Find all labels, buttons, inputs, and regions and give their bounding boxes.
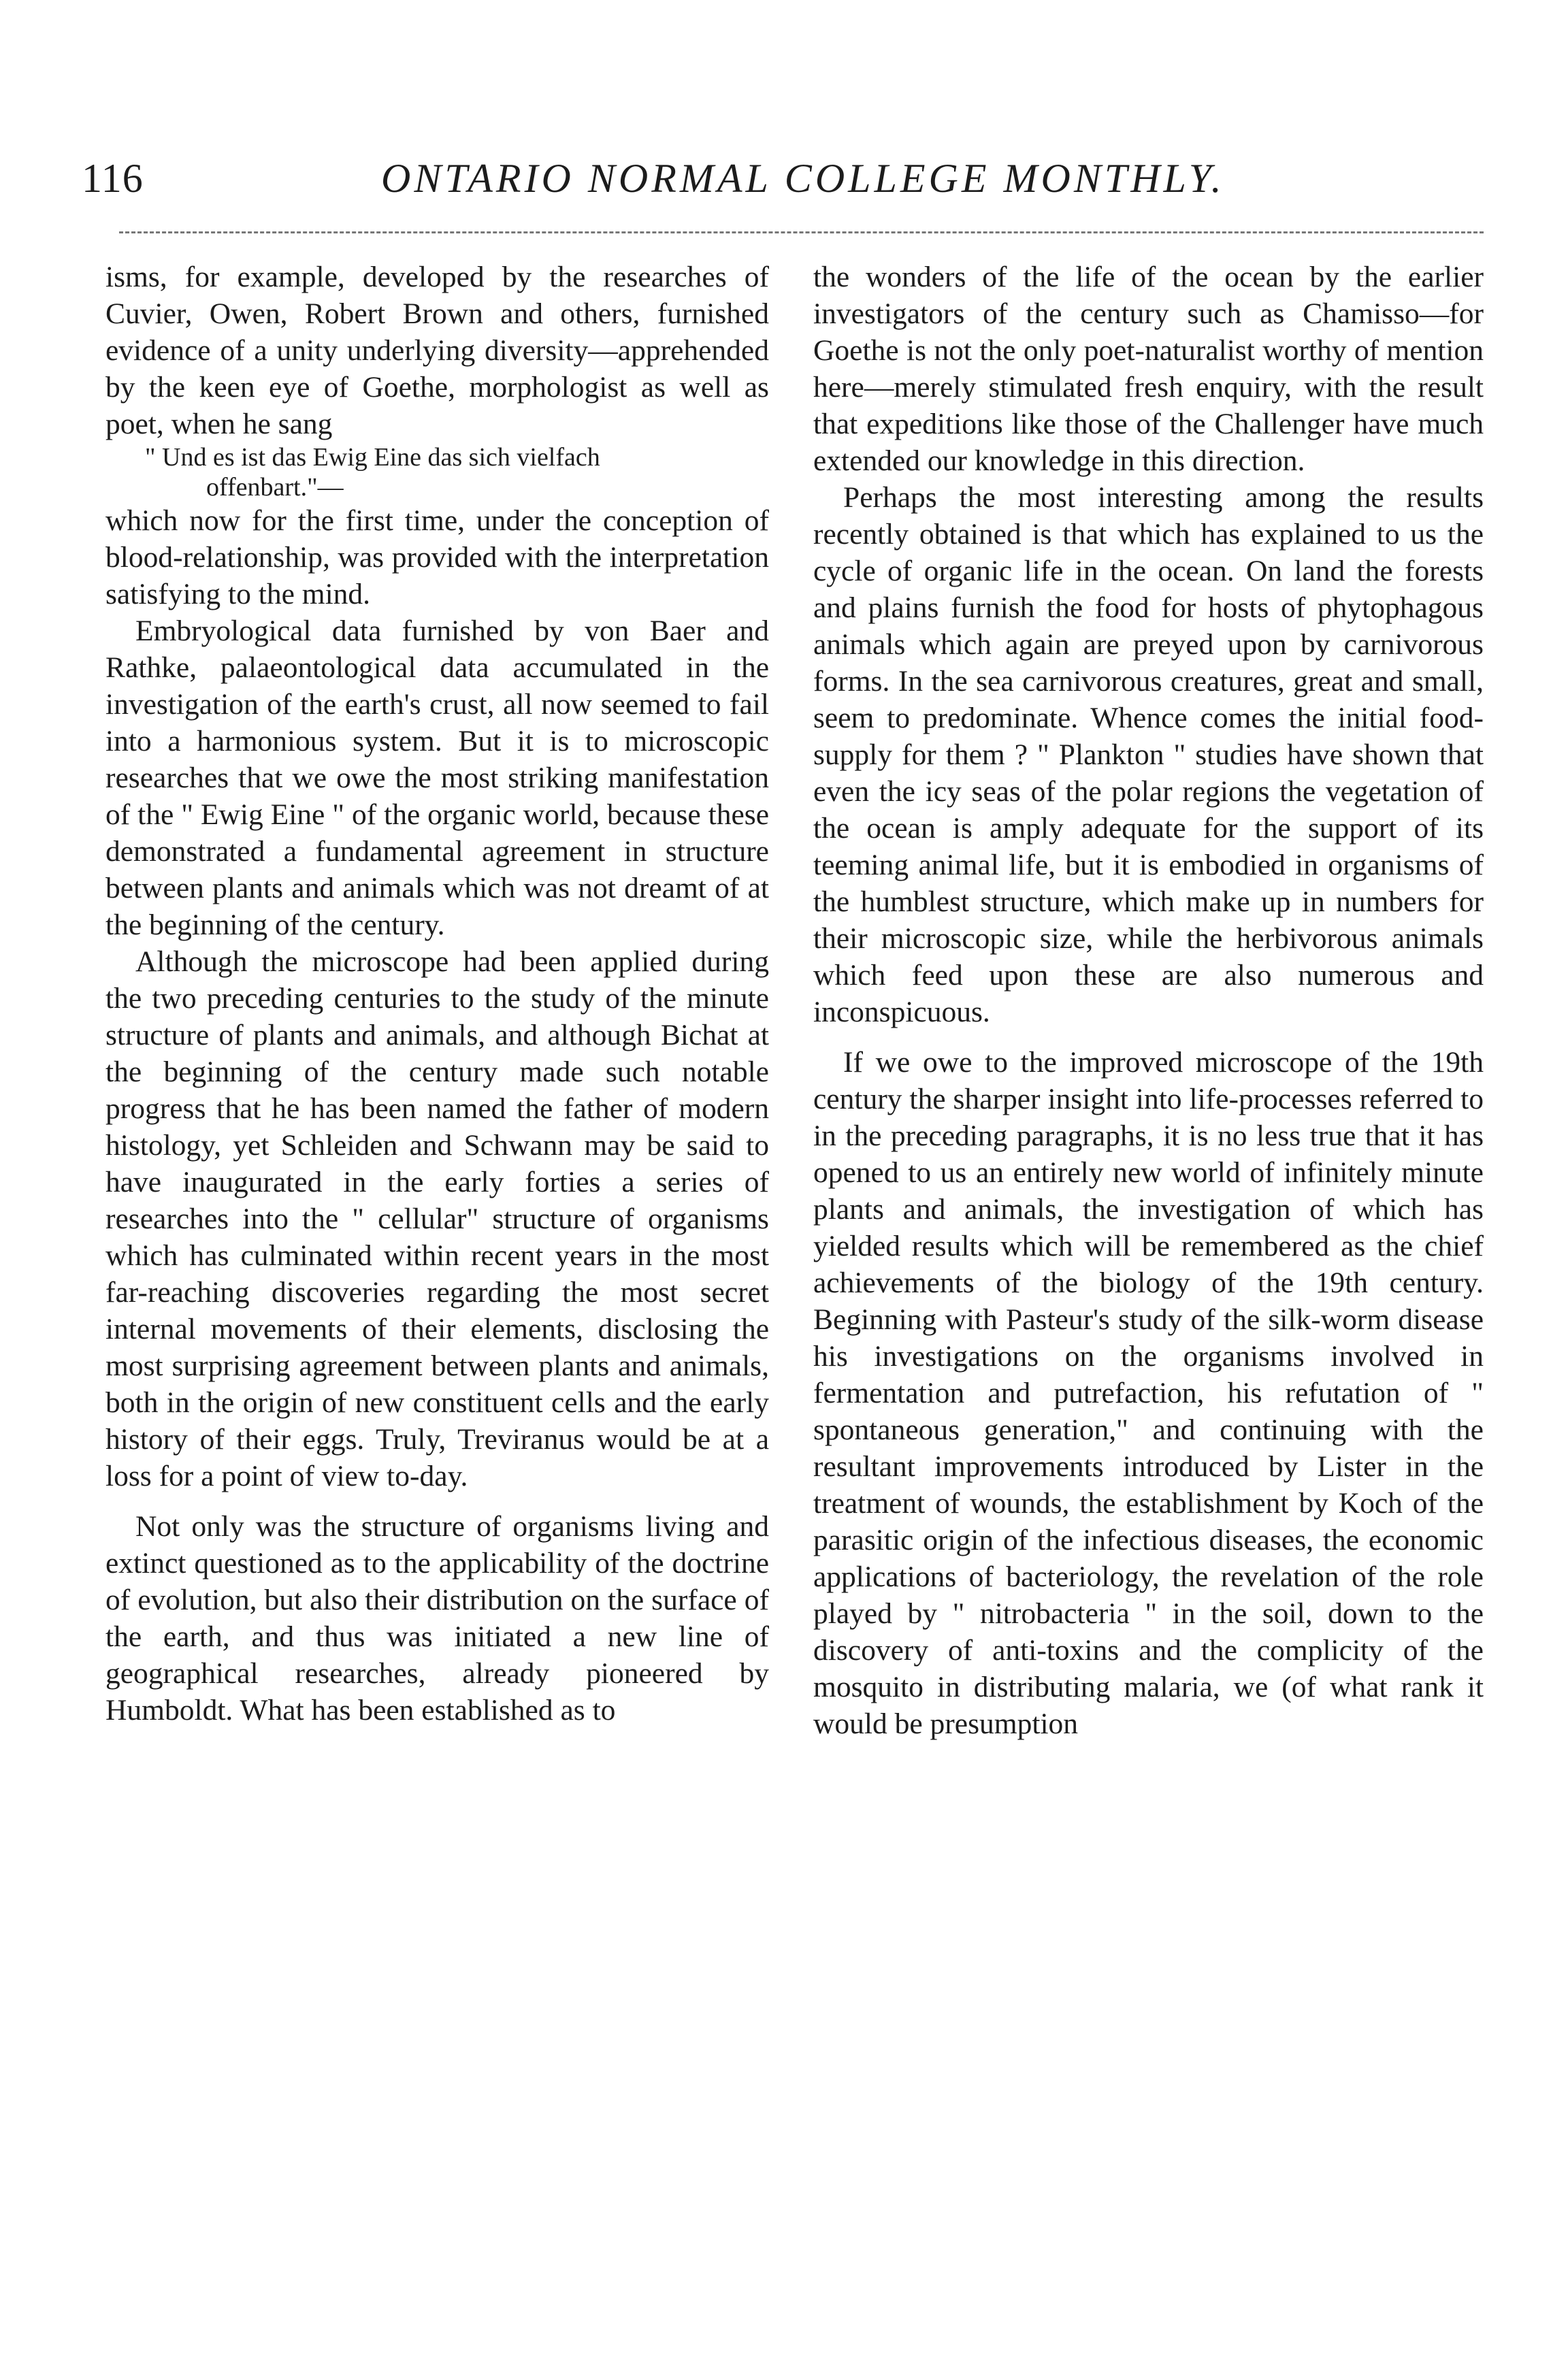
running-header [82,155,1484,210]
right-paragraph-1: the wonders of the life of the ocean by the earlier investigators of the century such as Chamisso—for Goethe is not the only poet-naturalist worthy of mention here—merely stimulated fresh enquiry, with the result that expeditions like those of the Challenger have much extended our knowledge in this direction. [813,261,1484,477]
right-column [813,259,1484,1742]
left-column [105,259,769,1729]
left-paragraph-1: isms, for example, developed by the researches of Cuvier, Owen, Robert Brown and others, furnished evidence of a unity underlying diversity—apprehended by the keen eye of Goethe, morphologist as well as poet, when he sang [105,261,769,440]
header-rule [119,231,1484,233]
quote-line-1: " Und es ist das Ewig Eine das sich vielfach [145,443,600,472]
right-paragraph-3: If we owe to the improved microscope of the 19th century the sharper insight into life-processes referred to in the preceding paragraphs, it is no less true that it has opened to us an entirely new world of infinitely minute plants and animals, the investigation of which has yielded results which will be remembered as the chief achievements of the biology of the 19th century. Beginning with Pasteur's study of the silk-worm disease his investigations on the organisms involved in fermentation and putrefaction, his refutation of " spontaneous generation," and continuing with the resultant improvements introduced by Lister in the treatment of wounds, the establishment by Koch of the parasitic origin of the infectious diseases, the economic applications of bacteriology, the revelation of the role played by " nitrobacteria " in the soil, down to the discovery of anti-toxins and the complicity of the mosquito in distributing malaria, we (of what rank it would be presumption [813,1046,1484,1740]
goethe-quote [145,442,769,502]
left-paragraph-2: which now for the first time, under the conception of blood-relationship, was provided with the interpretation satisfying to the mind. [105,504,769,610]
quote-line-2: offenbart."— [206,473,344,502]
running-title: ONTARIO NORMAL COLLEGE MONTHLY. [381,156,1225,201]
left-paragraph-3: Embryological data furnished by von Baer and Rathke, palaeontological data accumulated in the investigation of the earth's crust, all now seemed to fail into a harmonious system. But it is to microscopic researches that we owe the most striking manifestation of the " Ewig Eine " of the organic world, because these demonstrated a fundamental agreement in structure between plants and animals which was not dreamt of at the beginning of the century. [105,615,769,941]
left-paragraph-4: Although the microscope had been applied during the two preceding centuries to the study of the minute structure of plants and animals, and although Bichat at the beginning of the century made such notable progress that he has been named the father of modern histology, yet Schleiden and Schwann may be said to have inaugurated in the early forties a series of researches into the " cellular" structure of organisms which has culminated within recent years in the most far-reaching discoveries regarding the most secret internal movements of their elements, disclosing the most surprising agreement between plants and animals, both in the origin of new constituent cells and the early history of their eggs. Truly, Treviranus would be at a loss for a point of view to-day. [105,945,769,1492]
right-paragraph-2: Perhaps the most interesting among the results recently obtained is that which has explained to us the cycle of organic life in the ocean. On land the forests and plains furnish the food for hosts of phytophagous animals which again are preyed upon by carnivorous forms. In the sea carnivorous creatures, great and small, seem to predominate. Whence comes the initial food-supply for them ? " Plankton " studies have shown that even the icy seas of the polar regions the vegetation of the ocean is amply adequate for the support of its teeming animal life, but it is embodied in organisms of the humblest structure, which make up in numbers for their microscopic size, while the herbivorous animals which feed upon these are also numerous and inconspicuous. [813,481,1484,1028]
page-number: 116 [82,156,144,201]
left-paragraph-5: Not only was the structure of organisms living and extinct questioned as to the applicability of the doctrine of evolution, but also their distribution on the surface of the earth, and thus was initiated a new line of geographical researches, already pioneered by Humboldt. What has been established as to [105,1510,769,1727]
